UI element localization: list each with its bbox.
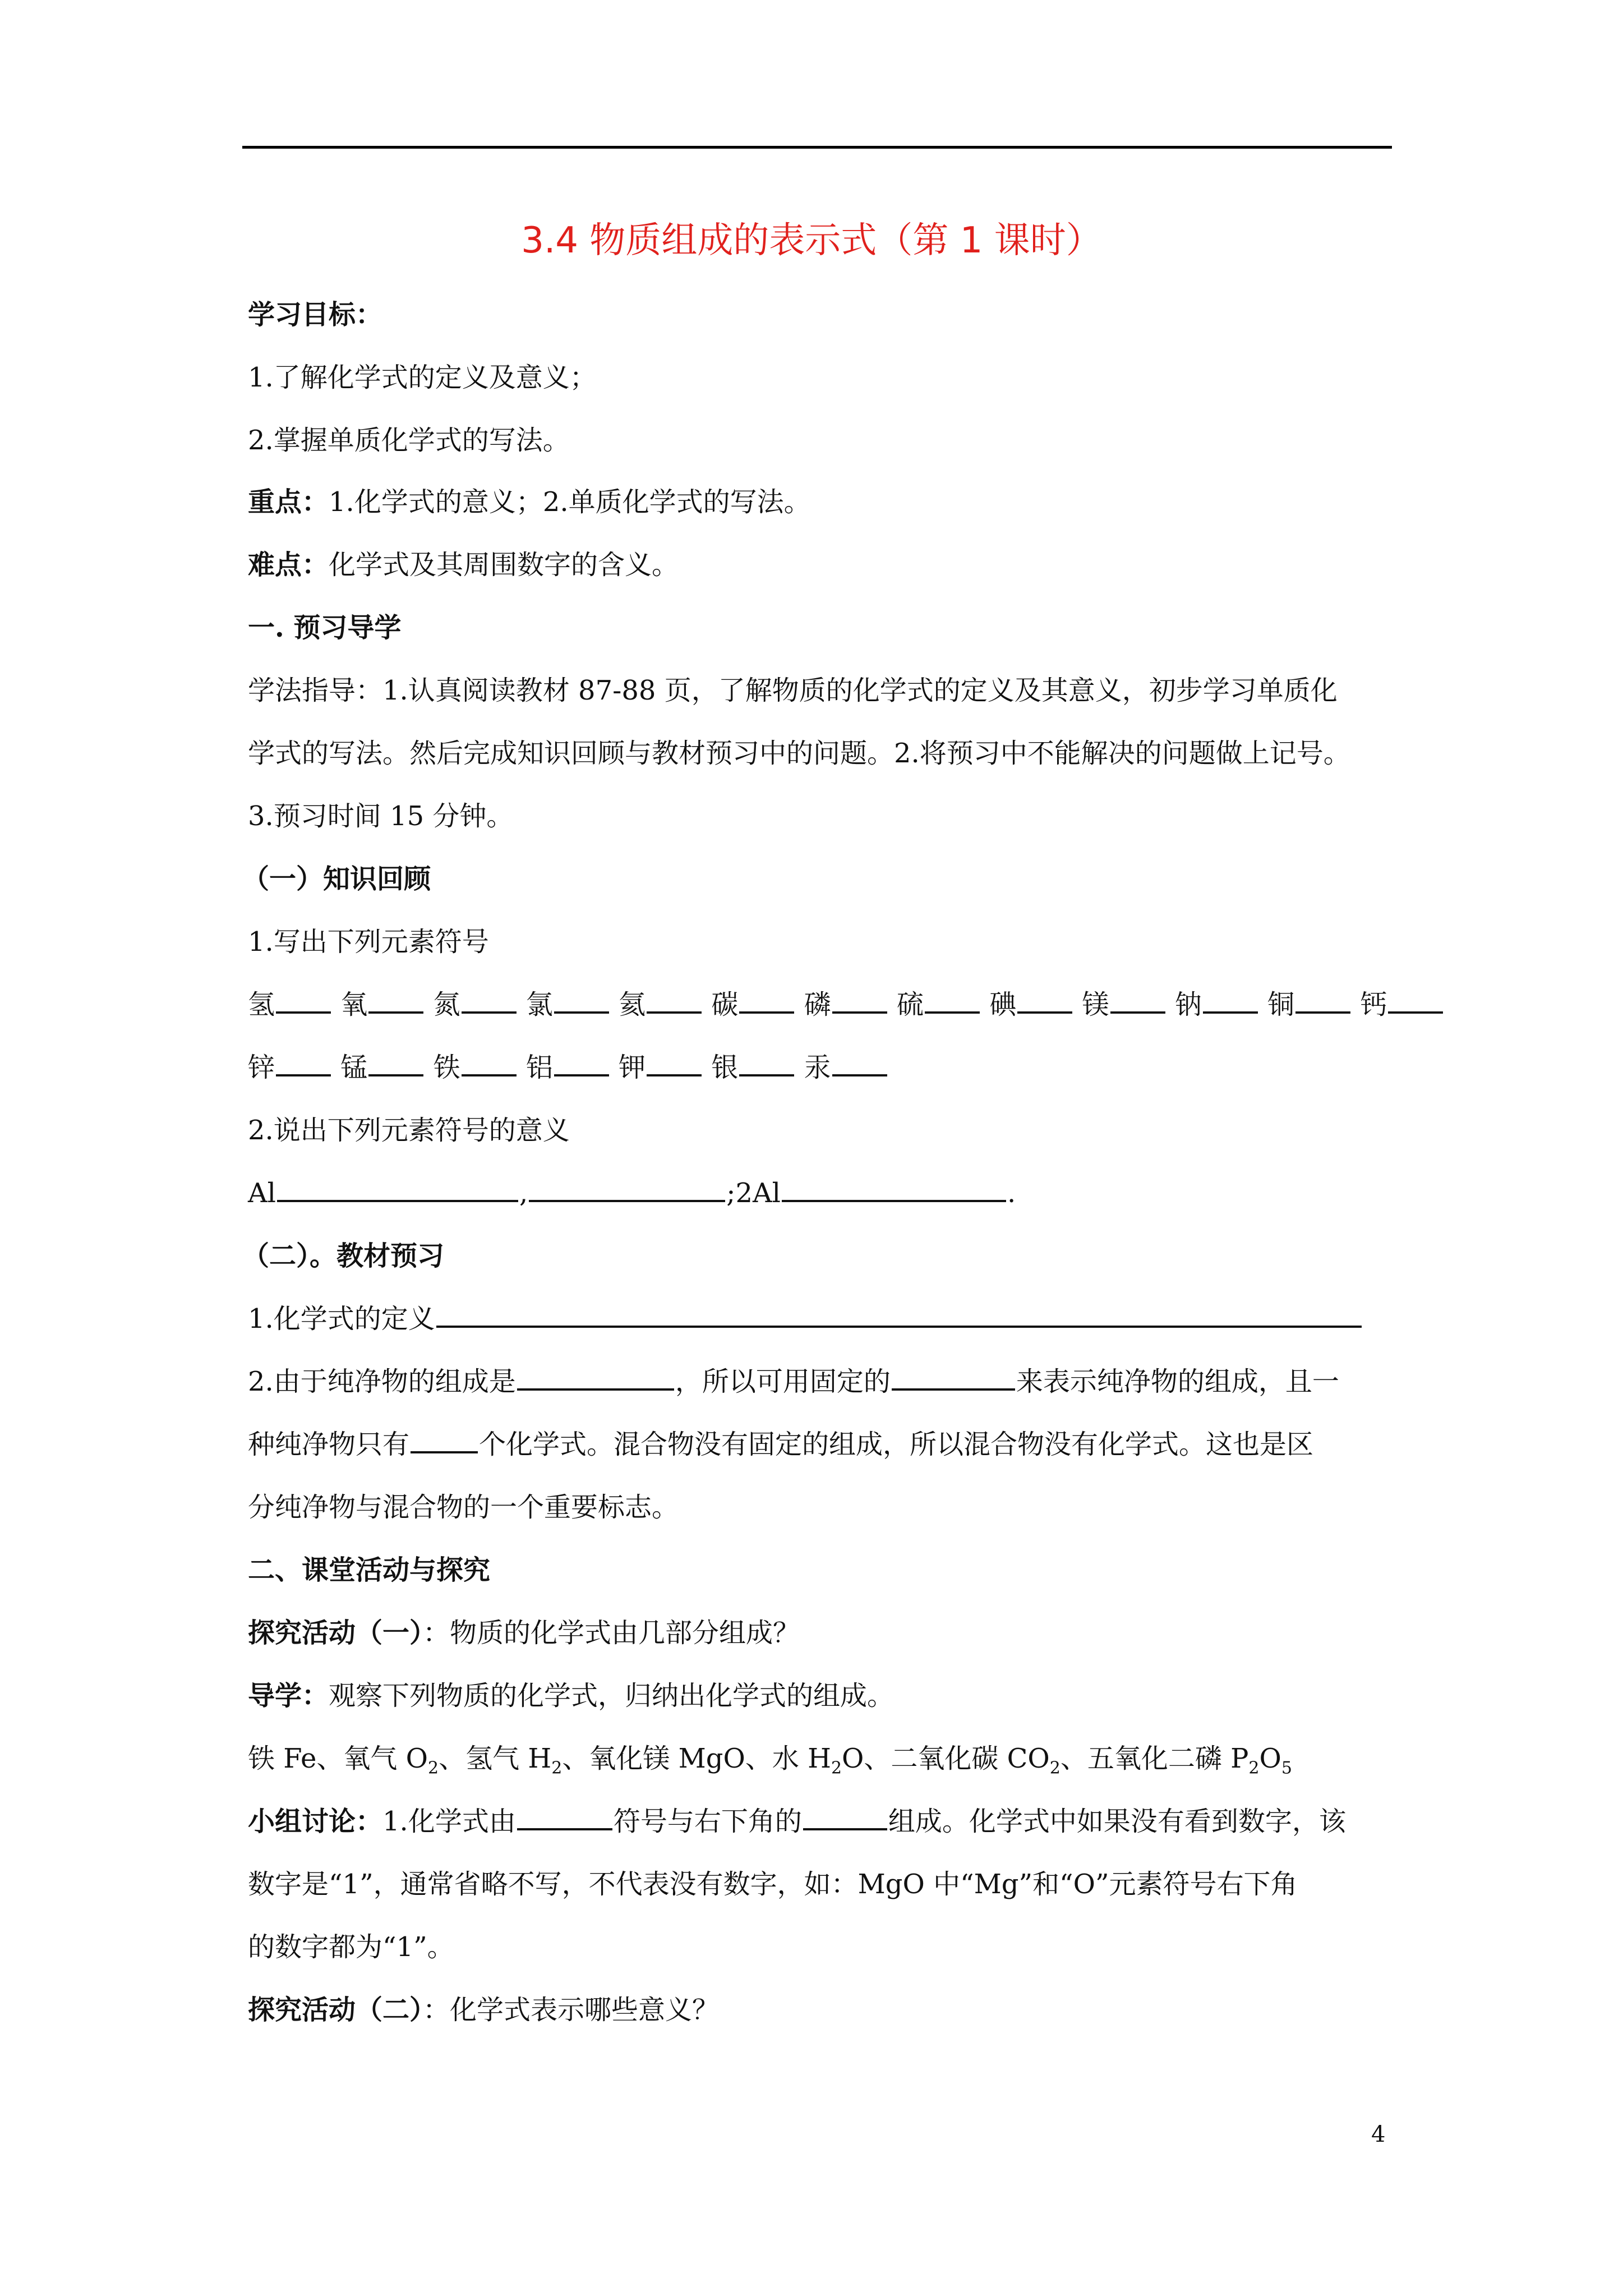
review-question-1: 1.写出下列元素符号 [248,926,489,958]
formula-h2: 氢气 H [465,1743,552,1774]
element-label: 锰 [340,1052,368,1083]
answer-blank[interactable] [368,989,423,1014]
formula-p2o5: 五氧化二磷 P [1087,1743,1249,1774]
element-label: 氧 [340,989,368,1020]
separator: 、 [1060,1743,1087,1774]
discussion-line: 数字是“1”，通常省略不写，不代表没有数字，如：MgO 中“Mg”和“O”元素符号右下角 [248,1869,1298,1900]
header-rule [242,146,1392,149]
answer-blank[interactable] [517,1806,612,1830]
formula-mgo: 氧化镁 MgO、 [589,1743,772,1774]
answer-blank[interactable] [892,1366,1015,1391]
element-label: 铁 [433,1052,460,1083]
formula-co2: 二氧化碳 CO [891,1743,1050,1774]
subscript: 2 [831,1758,842,1778]
key-point-label: 重点： [248,486,329,518]
answer-blank[interactable] [925,989,980,1014]
discussion-text: 符号与右下角的 [613,1806,802,1837]
answer-blank[interactable] [462,989,517,1014]
objective-item: 1.了解化学式的定义及意义； [248,362,597,393]
formula-p2o5-o: O [1259,1743,1281,1774]
element-label: 碳 [711,989,739,1020]
answer-blank[interactable] [529,1177,725,1202]
guide-text: 观察下列物质的化学式，归纳出化学式的组成。 [329,1680,895,1711]
preview-q2-text: 个化学式。混合物没有固定的组成，所以混合物没有化学式。这也是区 [479,1429,1314,1460]
study-guide-line: 学式的写法。然后完成知识回顾与教材预习中的问题。2.将预习中不能解决的问题做上记号。 [248,738,1350,769]
answer-blank[interactable] [647,1052,702,1076]
answer-blank[interactable] [554,989,609,1014]
answer-blank[interactable] [647,989,702,1014]
al-period: . [1007,1177,1016,1209]
key-point [248,484,811,521]
study-guide-line: 3.预习时间 15 分钟。 [248,800,514,832]
answer-blank[interactable] [368,1052,423,1076]
answer-blank[interactable] [1295,989,1350,1014]
preview-q2-text: 种纯净物只有 [248,1429,410,1460]
separator: 、 [439,1743,466,1774]
answer-blank[interactable] [276,1052,331,1076]
difficulty-label: 难点： [248,549,329,581]
difficulty-text: 化学式及其周围数字的含义。 [329,549,679,581]
element-label: 硫 [896,989,924,1020]
formula-o2: 氧气 O [343,1743,428,1774]
answer-blank[interactable] [411,1429,478,1453]
objective-item: 2.掌握单质化学式的写法。 [248,425,570,456]
objectives-heading: 学习目标： [248,299,383,330]
page-number: 4 [1371,2122,1386,2147]
preview-q2-text: 来表示纯净物的组成，且一 [1016,1366,1339,1397]
discussion-label: 小组讨论： [248,1806,383,1837]
element-row-2 [248,1049,888,1086]
al-symbol: Al [248,1177,276,1209]
subscript: 2 [551,1758,562,1778]
preview-heading: （二）。教材预习 [242,1240,445,1272]
answer-blank[interactable] [462,1052,517,1076]
element-label: 氢 [248,989,275,1020]
section1-heading: 一. 预习导学 [248,612,402,643]
answer-blank[interactable] [832,989,887,1014]
answer-blank[interactable] [554,1052,609,1076]
element-label: 钾 [619,1052,646,1083]
study-guide-line: 学法指导：1.认真阅读教材 87-88 页，了解物质的化学式的定义及其意义，初步学习单质化 [248,675,1338,706]
activity-2 [248,1991,719,2028]
subscript: 2 [427,1758,439,1778]
element-label: 钙 [1360,989,1387,1020]
formula-h2o: 水 H [772,1743,831,1774]
answer-blank[interactable] [782,1177,1006,1202]
answer-blank[interactable] [436,1303,1362,1328]
answer-blank[interactable] [1203,989,1258,1014]
element-label: 银 [711,1052,739,1083]
review-question-2: 2.说出下列元素符号的意义 [248,1115,570,1146]
answer-blank[interactable] [277,1177,518,1202]
element-label: 磷 [804,989,831,1020]
answer-blank[interactable] [739,989,794,1014]
preview-question-2-cont [248,1426,1313,1463]
subscript: 5 [1281,1758,1292,1778]
discussion-text: 1.化学式由 [382,1806,516,1837]
discussion-text: 组成。化学式中如果没有看到数字，该 [888,1806,1346,1837]
preview-question-1 [248,1300,1363,1337]
subscript: 2 [1049,1758,1061,1778]
guide-label: 导学： [248,1680,329,1711]
element-label: 锌 [248,1052,275,1083]
element-label: 氮 [433,989,460,1020]
formula-h2o-rest: O、 [842,1743,891,1774]
activity-1 [248,1614,800,1651]
element-row-1 [248,986,1444,1023]
element-label: 铜 [1267,989,1295,1020]
discussion-line: 的数字都为“1”。 [248,1931,454,1963]
subscript: 2 [1248,1758,1260,1778]
element-label: 氯 [525,989,553,1020]
answer-blank[interactable] [803,1806,887,1830]
answer-blank[interactable] [1110,989,1165,1014]
al-comma: , [519,1177,528,1209]
activity-1-text: ：物质的化学式由几部分组成？ [423,1617,800,1649]
answer-blank[interactable] [276,989,331,1014]
guide [248,1677,894,1714]
element-label: 氦 [619,989,646,1020]
preview-question-2 [248,1363,1339,1400]
answer-blank[interactable] [739,1052,794,1076]
activity-2-text: ：化学式表示哪些意义？ [423,1994,720,2026]
al-meaning-row [248,1175,1016,1212]
answer-blank[interactable] [517,1366,674,1391]
preview-q2-text: ，所以可用固定的 [675,1366,891,1397]
activity-1-label: 探究活动（一） [248,1617,423,1649]
answer-blank[interactable] [1388,989,1443,1014]
group-discussion [248,1803,1346,1840]
key-point-text: 1.化学式的意义；2.单质化学式的写法。 [329,486,811,518]
element-label: 钠 [1174,989,1202,1020]
preview-q2-text: 2.由于纯净物的组成是 [248,1366,516,1397]
difficulty [248,546,679,583]
element-label: 铝 [525,1052,553,1083]
review-heading: （一）知识回顾 [242,863,431,895]
formula-list [248,1740,1292,1787]
answer-blank[interactable] [1017,989,1072,1014]
activity-2-label: 探究活动（二） [248,1994,423,2026]
answer-blank[interactable] [832,1052,887,1076]
two-al-symbol: ;2Al [726,1177,781,1209]
preview-q1-text: 1.化学式的定义 [248,1303,435,1335]
page-title: 3.4 物质组成的表示式（第 1 课时） [521,220,1102,261]
element-label: 镁 [1082,989,1109,1020]
section2-heading: 二、课堂活动与探究 [248,1554,491,1586]
separator: 、 [562,1743,589,1774]
element-label: 碘 [989,989,1017,1020]
preview-question-2-end: 分纯净物与混合物的一个重要标志。 [248,1492,679,1523]
element-label: 汞 [804,1052,831,1083]
formula-fe: 铁 Fe、 [248,1743,344,1774]
